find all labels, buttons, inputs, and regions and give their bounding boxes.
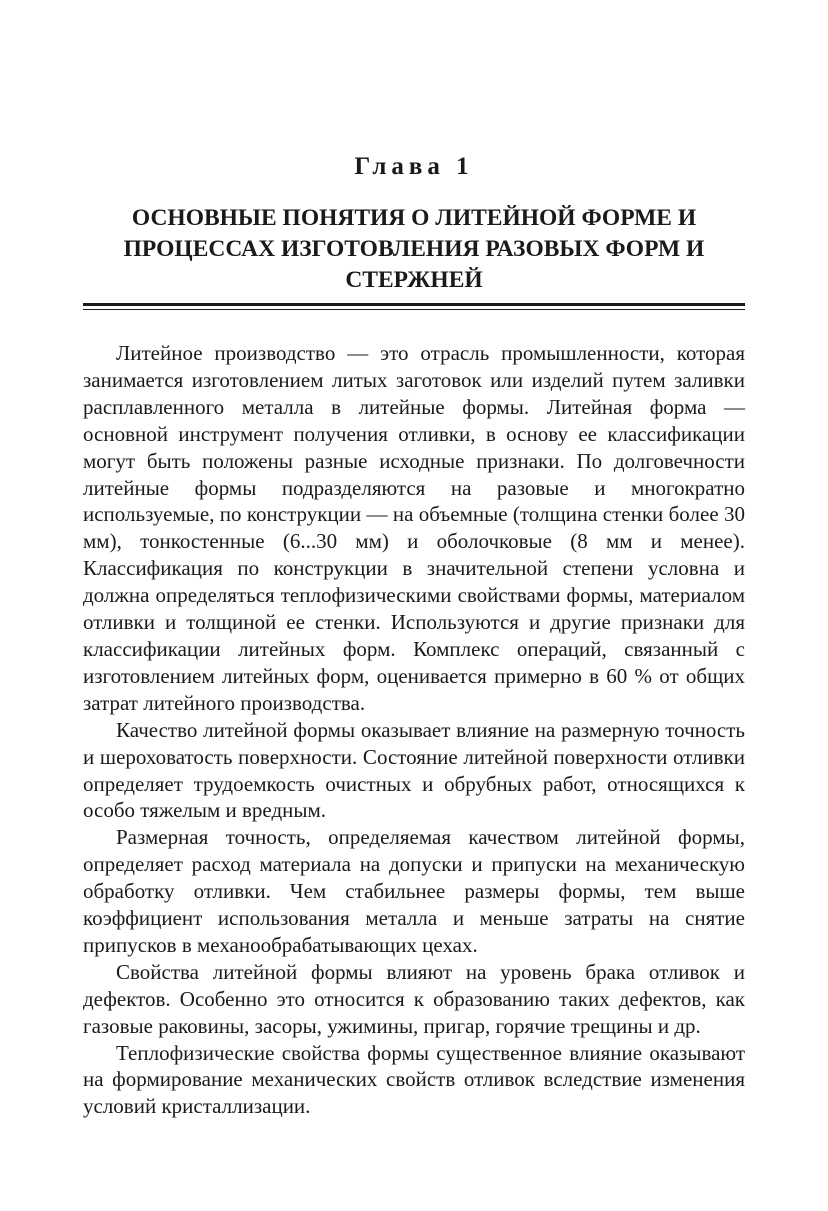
paragraph-3: Размерная точность, определяемая качеством литейной формы, определяет расход материала на допуски и припуски на механическую обработку отливки. Чем стабильнее размеры формы, тем выше коэффициент использования металла и меньше затраты на снятие припусков в механообрабатывающих цехах. [83,825,745,957]
body-text [83,340,745,1120]
paragraph-4: Свойства литейной формы влияют на уровень брака отливок и дефектов. Особенно это относится к образованию таких дефектов, как газовые раковины, засоры, ужимины, пригар, горячие трещины и др. [83,959,745,1038]
paragraph-2: Качество литейной формы оказывает влияние на размерную точность и шероховатость поверхности. Состояние литейной поверхности отливки определяет трудоемкость очистных и обрубных работ, относящихся к особо тяжелым и вредным. [83,717,745,823]
paragraph-1: Литейное производство — это отрасль промышленности, которая занимается изготовлением литых заготовок или изделий путем заливки расплавленного металла в литейные формы. Литейная форма — основной инструмент получения отливки, в основу ее классификации могут быть положены разные исходные признаки. По долговечности литейные формы подразделяются на разовые и многократно используемые, по конструкции — на объемные (толщина стенки более 30 мм), тонкостенные (6...30 мм) и оболочковые (8 мм и менее). Классификация по конструкции в значительной степени условна и должна определяться теплофизическими свойствами формы, материалом отливки и толщиной ее стенки. Используются и другие признаки для классификации литейных форм. Комплекс операций, связанный с изготовлением литейных форм, оценивается примерно в 60 % от общих затрат литейного производства. [83,341,745,715]
chapter-label: Глава 1 [354,153,474,180]
chapter-title: ОСНОВНЫЕ ПОНЯТИЯ О ЛИТЕЙНОЙ ФОРМЕ И ПРОЦЕССАХ ИЗГОТОВЛЕНИЯ РАЗОВЫХ ФОРМ И СТЕРЖНЕЙ [123,205,705,293]
title-rule-thick [83,303,745,306]
paragraph-5: Теплофизические свойства формы существенное влияние оказывают на формирование механических свойств отливок вследствие изменения условий кристаллизации. [83,1040,745,1119]
title-rule-thin [83,309,745,310]
